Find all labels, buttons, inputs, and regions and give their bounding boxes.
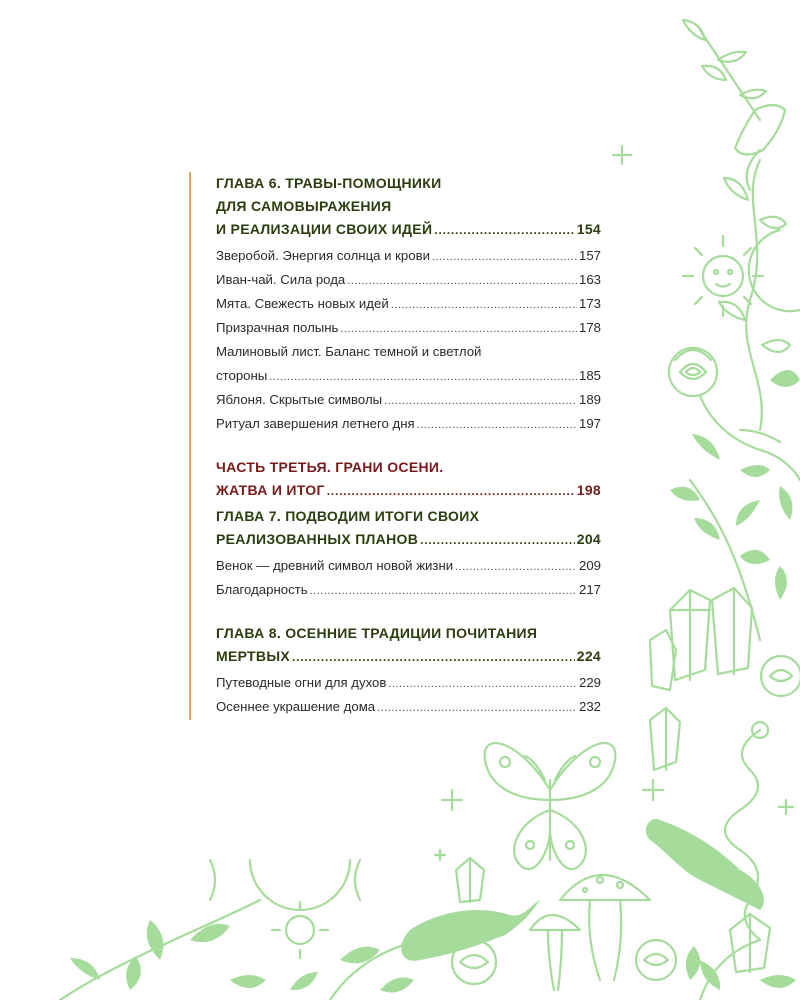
dot-leader [384,389,577,413]
toc-item-title: Зверобой. Энергия солнца и крови [216,248,430,263]
toc-item-title-line2: стороны [216,368,268,383]
toc-item-title: Ритуал завершения летнего дня [216,416,415,431]
chapter-7-title-line2: РЕАЛИЗОВАННЫХ ПЛАНОВ [216,531,419,547]
dot-leader [417,413,577,437]
toc-item-title: Иван-чай. Сила рода [216,272,346,287]
toc-item[interactable] [216,695,601,719]
part-3-title-line2: ЖАТВА И ИТОГ [216,482,325,498]
chapter-8-entry[interactable] [216,645,601,668]
toc-item-title: Благодарность [216,582,308,597]
toc-item[interactable] [216,412,601,436]
page-number: 173 [578,296,601,311]
dot-leader [340,317,577,341]
page-number: 154 [576,221,601,237]
chapter-6-title-line3: И РЕАЛИЗАЦИИ СВОИХ ИДЕЙ [216,221,433,237]
page-number: 217 [578,582,601,597]
chapter-6-title-line2: ДЛЯ САМОВЫРАЖЕНИЯ [216,198,392,214]
toc-item[interactable] [216,578,601,602]
page-number: 197 [578,416,601,431]
toc-item-title: Призрачная полынь [216,320,339,335]
page-number: 185 [578,368,601,383]
dot-leader [391,293,577,317]
dot-leader [434,219,574,242]
toc-item-title: Осеннее украшение дома [216,699,376,714]
chapter-6-title-line1: ГЛАВА 6. ТРАВЫ-ПОМОЩНИКИ [216,175,442,191]
toc-item-title: Путеводные огни для духов [216,675,387,690]
chapter-8-title-line1: ГЛАВА 8. ОСЕННИЕ ТРАДИЦИИ ПОЧИТАНИЯ [216,625,538,641]
toc-item-title-line1: Малиновый лист. Баланс темной и светлой [216,344,482,359]
crystal-cluster-icon [650,588,752,690]
toc-item[interactable] [216,388,601,412]
toc-item[interactable] [216,292,601,316]
dot-leader [310,579,577,603]
toc-item[interactable] [216,364,601,388]
page-number: 157 [578,248,601,263]
hand-with-sprig-icon [683,20,785,190]
dot-leader [292,646,575,669]
crescent-moon-icon [250,860,350,958]
toc-item-title: Мята. Свежесть новых идей [216,296,389,311]
moth-icon [485,743,616,869]
page-number: 204 [576,531,601,547]
page-number: 209 [578,558,601,573]
page-number: 229 [578,675,601,690]
page-number: 224 [576,648,601,664]
dot-leader [420,529,575,552]
dot-leader [269,365,577,389]
page-number: 178 [578,320,601,335]
part-3-entry[interactable] [216,479,601,502]
dot-leader [388,672,577,696]
mushroom-icon [530,875,650,990]
table-of-contents [189,172,636,720]
page-number: 232 [578,699,601,714]
rose-icon [669,348,717,396]
chapter-6-entry[interactable] [216,218,601,241]
sparkle-icon [613,146,631,164]
page-number: 189 [578,392,601,407]
chapter-7-title-line1: ГЛАВА 7. ПОДВОДИМ ИТОГИ СВОИХ [216,508,480,524]
page-number: 198 [576,482,601,498]
dot-leader [377,696,577,720]
part-3-title-line1: ЧАСТЬ ТРЕТЬЯ. ГРАНИ ОСЕНИ. [216,459,444,475]
sun-face-icon [683,236,763,316]
toc-item[interactable] [216,244,601,268]
chapter-8-title-line2: МЕРТВЫХ [216,648,290,664]
dot-leader [455,555,577,579]
toc-item-title: Яблоня. Скрытые символы [216,392,383,407]
chapter-7-entry[interactable] [216,528,601,551]
toc-item-title: Венок — древний символ новой жизни [216,558,454,573]
dot-leader [327,480,575,503]
dot-leader [432,245,577,269]
page-number: 163 [578,272,601,287]
reaching-hand-icon [401,900,540,961]
toc-item[interactable] [216,554,601,578]
toc-item[interactable] [216,268,601,292]
toc-item[interactable] [216,316,601,340]
toc-item[interactable] [216,671,601,695]
dot-leader [347,269,577,293]
